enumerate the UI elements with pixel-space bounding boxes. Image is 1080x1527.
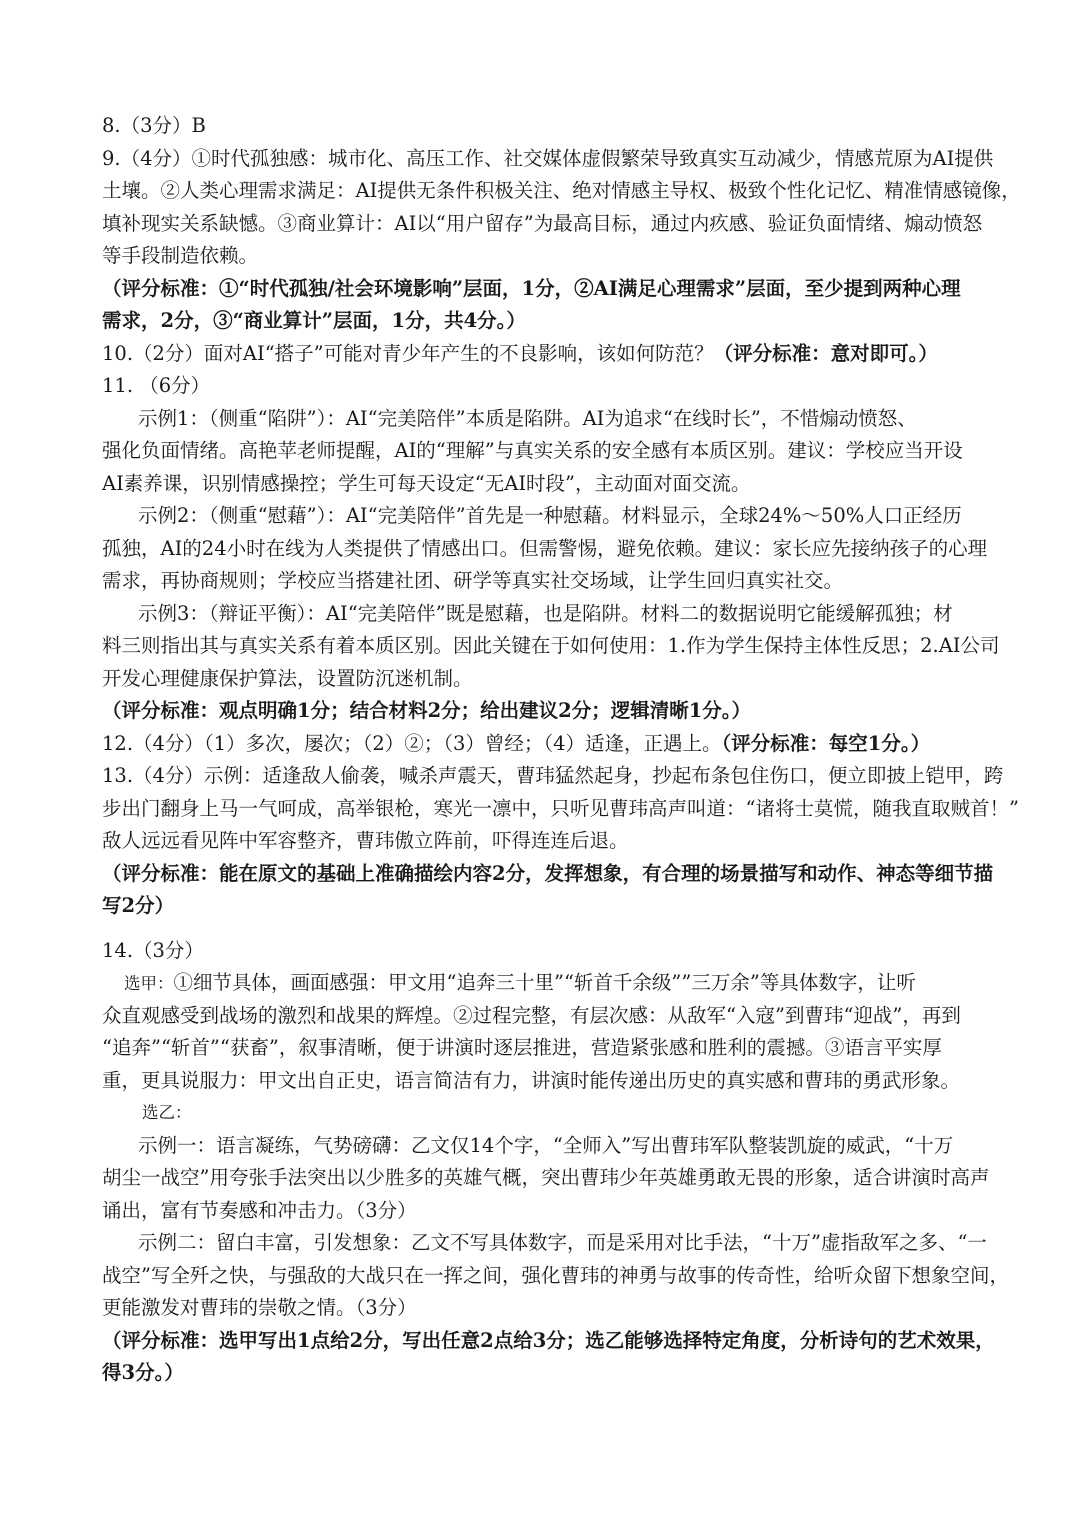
option-jia-line-3: “追奔”“斩首”“获畜”，叙事清晰，便于讲演时逐层推进，营造紧张感和胜利的震撼。③语言平实厚 (102, 1036, 942, 1059)
answer-line-12 (102, 728, 982, 761)
scoring-criteria-9a: （评分标准：①“时代孤独/社会环境影响”层面，1分，②AI满足心理需求”层面，至少提到两种心理 (102, 276, 961, 300)
option-yi-example-1-line-2: 胡尘一战空”用夸张手法突出以少胜多的英雄气概，突出曹玮少年英雄勇敢无畏的形象，适合讲演时高声 (102, 1166, 990, 1189)
answer-line-9c: 填补现实关系缺憾。③商业算计：AI以“用户留存”为最高目标，通过内疚感、验证负面情绪、煽动愤怒 (102, 211, 983, 235)
answer-line-8: 8.（3分）B (102, 114, 206, 137)
scoring-criteria-14a: （评分标准：选甲写出1点给2分，写出任意2点给3分；选乙能够选择特定角度，分析诗句的艺术效果， (102, 1328, 995, 1352)
scoring-criteria-13b: 写2分） (102, 894, 175, 917)
answer-line-14: 14.（3分） (102, 938, 204, 962)
example-1-line-1: 示例1：（侧重“陷阱”）：AI“完美陪伴”本质是陷阱。AI为追求“在线时长”，不惜煽动愤怒、 (138, 406, 917, 430)
scoring-criteria-10: （评分标准：意对即可。） (713, 341, 938, 365)
answer-key-page (102, 110, 1021, 1390)
option-jia-label: 选甲： (124, 974, 174, 993)
example-2-line-1: 示例2：（侧重“慰藉”）：AI“完美陪伴”首先是一种慰藉。材料显示，全球24%～50%人口正经历 (138, 504, 962, 527)
option-jia-line-4: 重，更具说服力：甲文出自正史，语言简洁有力，讲演时能传递出历史的真实感和曹玮的勇武形象。 (102, 1068, 961, 1092)
example-2-line-3: 需求，再协商规则；学校应当搭建社团、研学等真实社交场域，让学生回归真实社交。 (102, 569, 844, 592)
example-1-line-3: AI素养课，识别情感操控；学生可每天设定“无AI时段”，主动面对面交流。 (102, 471, 751, 495)
option-yi-example-1-line-1: 示例一：语言凝练，气势磅礴：乙文仅14个字，“全师入”写出曹玮军队整装凯旋的威武，“十万 (138, 1133, 954, 1157)
scoring-criteria-12: （评分标准：每空1分。） (721, 731, 931, 755)
answer-line-13c: 敌人远远看见阵中军容整齐，曹玮傲立阵前，吓得连连后退。 (102, 829, 629, 852)
option-jia-line-1 (102, 967, 982, 1000)
option-yi-label: 选乙： (142, 1103, 192, 1122)
option-yi-example-2-line-2: 战空”写全歼之快，与强敌的大战只在一挥之间，强化曹玮的神勇与故事的传奇性，给听众留下想象空间， (102, 1263, 1009, 1287)
option-yi-example-2-line-3: 更能激发对曹玮的崇敬之情。（3分） (102, 1296, 417, 1319)
scoring-criteria-11: （评分标准：观点明确1分；结合材料2分；给出建议2分；逻辑清晰1分。） (102, 699, 752, 722)
option-yi-example-2-line-1: 示例二：留白丰富，引发想象：乙文不写具体数字，而是采用对比手法，“十万”虚指敌军之多、“一 (138, 1231, 987, 1254)
option-yi-example-1-line-3: 诵出，富有节奏感和冲击力。（3分） (102, 1198, 417, 1222)
answer-line-13b: 步出门翻身上马一气呵成，高举银枪，寒光一凛中，只听见曹玮高声叫道：“诸将士莫慌，随我直取贼首！” (102, 796, 1019, 820)
scoring-criteria-13a: （评分标准：能在原文的基础上准确描绘内容2分，发挥想象，有合理的场景描写和动作、神态等细节描 (102, 861, 994, 885)
example-1-line-2: 强化负面情绪。高艳苹老师提醒，AI的“理解”与真实关系的安全感有本质区别。建议：学校应当开设 (102, 439, 963, 462)
scoring-criteria-14b: 得3分。） (102, 1361, 184, 1384)
answer-10-text: 10.（2分）面对AI“搭子”可能对青少年产生的不良影响，该如何防范？ (102, 341, 714, 365)
example-3-line-3: 开发心理健康保护算法，设置防沉迷机制。 (102, 666, 473, 690)
answer-line-9d: 等手段制造依赖。 (102, 244, 259, 267)
answer-line-9b: 土壤。②人类心理需求满足：AI提供无条件积极关注、绝对情感主导权、极致个性化记忆、精准情感镜像， (102, 179, 1021, 202)
answer-line-13a: 13.（4分）示例：适逢敌人偷袭，喊杀声震天，曹玮猛然起身，抄起布条包住伤口，便立即披上铠甲，跨 (102, 764, 1004, 787)
example-2-line-2: 孤独，AI的24小时在线为人类提供了情感出口。但需警惕，避免依赖。建议：家长应先接纳孩子的心理 (102, 536, 988, 560)
example-3-line-2: 料三则指出其与真实关系有着本质区别。因此关键在于如何使用：1.作为学生保持主体性反思；2.AI公司 (102, 634, 1000, 657)
example-3-line-1: 示例3：（辩证平衡）：AI“完美陪伴”既是慰藉，也是陷阱。材料二的数据说明它能缓解孤独；材 (138, 601, 953, 625)
answer-line-9a: 9.（4分）①时代孤独感：城市化、高压工作、社交媒体虚假繁荣导致真实互动减少，情感荒原为AI提供 (102, 146, 994, 170)
option-jia-line-2: 众直观感受到战场的激烈和战果的辉煌。②过程完整，有层次感：从敌军“入寇”到曹玮“迎战”，再到 (102, 1003, 961, 1027)
option-jia-text: ①细节具体，画面感强：甲文用“追奔三十里”“斩首千余级””三万余”等具体数字，让听 (173, 971, 916, 994)
scoring-criteria-9b: 需求，2分，③“商业算计”层面，1分，共4分。） (102, 309, 526, 332)
answer-12-text: 12.（4分）（1）多次，屡次；（2）②；（3）曾经；（4）适逢，正遇上。 (102, 731, 722, 755)
answer-line-10 (102, 338, 982, 371)
answer-line-11: 11. （6分） (102, 374, 211, 397)
